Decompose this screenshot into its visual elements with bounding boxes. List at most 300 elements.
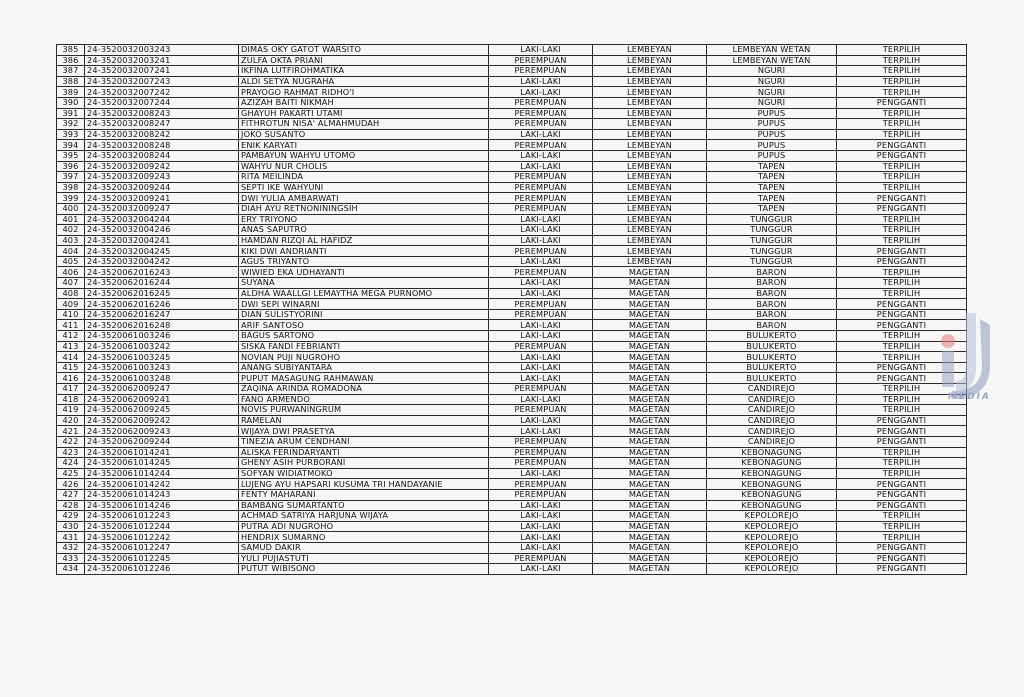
registration-id-cell: 24-3520062016246	[85, 299, 239, 310]
registration-id-cell: 24-3520062009241	[85, 394, 239, 405]
desa-cell: KEBONAGUNG	[707, 447, 837, 458]
kecamatan-cell: LEMBEYAN	[593, 76, 707, 87]
selection-status-cell: TERPILIH	[837, 394, 967, 405]
selection-status-cell: PENGGANTI	[837, 299, 967, 310]
desa-cell: CANDIREJO	[707, 405, 837, 416]
desa-cell: KEPOLOREJO	[707, 542, 837, 553]
kecamatan-cell: MAGETAN	[593, 320, 707, 331]
participant-name-cell: GHENY ASIH PURBORANI	[239, 458, 489, 469]
table-row	[57, 458, 967, 469]
row-number-cell: 401	[57, 214, 85, 225]
gender-cell: PEREMPUAN	[489, 479, 593, 490]
participant-name-cell: WIJAYA DWI PRASETYA	[239, 426, 489, 437]
kecamatan-cell: LEMBEYAN	[593, 150, 707, 161]
selection-status-cell: TERPILIH	[837, 214, 967, 225]
registration-id-cell: 24-3520062016244	[85, 278, 239, 289]
participant-name-cell: PUPUT MASAGUNG RAHMAWAN	[239, 373, 489, 384]
table-row	[57, 362, 967, 373]
kecamatan-cell: MAGETAN	[593, 362, 707, 373]
kecamatan-cell: LEMBEYAN	[593, 172, 707, 183]
row-number-cell: 425	[57, 468, 85, 479]
gender-cell: PEREMPUAN	[489, 172, 593, 183]
registration-id-cell: 24-3520032009241	[85, 193, 239, 204]
gender-cell: LAKI-LAKI	[489, 278, 593, 289]
table-row	[57, 500, 967, 511]
gender-cell: PEREMPUAN	[489, 140, 593, 151]
participant-name-cell: DIAN SULISTYORINI	[239, 309, 489, 320]
row-number-cell: 418	[57, 394, 85, 405]
row-number-cell: 399	[57, 193, 85, 204]
row-number-cell: 387	[57, 66, 85, 77]
row-number-cell: 430	[57, 521, 85, 532]
registration-id-cell: 24-3520061003248	[85, 373, 239, 384]
table-row	[57, 564, 967, 575]
table-row	[57, 87, 967, 98]
kecamatan-cell: MAGETAN	[593, 394, 707, 405]
row-number-cell: 396	[57, 161, 85, 172]
gender-cell: LAKI-LAKI	[489, 87, 593, 98]
kecamatan-cell: MAGETAN	[593, 468, 707, 479]
gender-cell: LAKI-LAKI	[489, 352, 593, 363]
table-row	[57, 119, 967, 130]
desa-cell: TUNGGUR	[707, 256, 837, 267]
kecamatan-cell: MAGETAN	[593, 267, 707, 278]
desa-cell: NGURI	[707, 97, 837, 108]
participant-name-cell: BAGUS SARTONO	[239, 331, 489, 342]
table-row	[57, 150, 967, 161]
table-row	[57, 172, 967, 183]
registration-id-cell: 24-3520061012244	[85, 521, 239, 532]
gender-cell: PEREMPUAN	[489, 267, 593, 278]
participant-name-cell: NOVIAN PUJI NUGROHO	[239, 352, 489, 363]
kecamatan-cell: MAGETAN	[593, 415, 707, 426]
table-row	[57, 405, 967, 416]
participant-name-cell: FITHROTUN NISA' ALMAHMUDAH	[239, 119, 489, 130]
row-number-cell: 413	[57, 341, 85, 352]
desa-cell: BARON	[707, 299, 837, 310]
table-row	[57, 521, 967, 532]
desa-cell: KEPOLOREJO	[707, 564, 837, 575]
participant-table	[56, 44, 967, 575]
registration-id-cell: 24-3520061014241	[85, 447, 239, 458]
gender-cell: LAKI-LAKI	[489, 76, 593, 87]
participant-name-cell: PRAYOGO RAHMAT RIDHO'I	[239, 87, 489, 98]
desa-cell: TAPEN	[707, 161, 837, 172]
kecamatan-cell: MAGETAN	[593, 500, 707, 511]
row-number-cell: 393	[57, 129, 85, 140]
row-number-cell: 415	[57, 362, 85, 373]
row-number-cell: 398	[57, 182, 85, 193]
gender-cell: PEREMPUAN	[489, 119, 593, 130]
row-number-cell: 385	[57, 45, 85, 56]
gender-cell: LAKI-LAKI	[489, 542, 593, 553]
kecamatan-cell: LEMBEYAN	[593, 225, 707, 236]
row-number-cell: 424	[57, 458, 85, 469]
row-number-cell: 434	[57, 564, 85, 575]
row-number-cell: 386	[57, 55, 85, 66]
gender-cell: LAKI-LAKI	[489, 214, 593, 225]
gender-cell: PEREMPUAN	[489, 193, 593, 204]
desa-cell: PUPUS	[707, 108, 837, 119]
gender-cell: LAKI-LAKI	[489, 373, 593, 384]
desa-cell: KEPOLOREJO	[707, 553, 837, 564]
table-row	[57, 246, 967, 257]
selection-status-cell: PENGGANTI	[837, 150, 967, 161]
selection-status-cell: PENGGANTI	[837, 489, 967, 500]
kecamatan-cell: MAGETAN	[593, 511, 707, 522]
kecamatan-cell: MAGETAN	[593, 309, 707, 320]
desa-cell: TAPEN	[707, 203, 837, 214]
desa-cell: BULUKERTO	[707, 373, 837, 384]
participant-name-cell: KIKI DWI ANDRIANTI	[239, 246, 489, 257]
registration-id-cell: 24-3520032009243	[85, 172, 239, 183]
registration-id-cell: 24-3520062016247	[85, 309, 239, 320]
gender-cell: LAKI-LAKI	[489, 256, 593, 267]
selection-status-cell: TERPILIH	[837, 331, 967, 342]
row-number-cell: 395	[57, 150, 85, 161]
kecamatan-cell: MAGETAN	[593, 405, 707, 416]
registration-id-cell: 24-3520032008244	[85, 150, 239, 161]
row-number-cell: 411	[57, 320, 85, 331]
desa-cell: BULUKERTO	[707, 331, 837, 342]
desa-cell: CANDIREJO	[707, 415, 837, 426]
registration-id-cell: 24-3520062009243	[85, 426, 239, 437]
kecamatan-cell: LEMBEYAN	[593, 55, 707, 66]
registration-id-cell: 24-3520032004244	[85, 214, 239, 225]
row-number-cell: 410	[57, 309, 85, 320]
registration-id-cell: 24-3520062009242	[85, 415, 239, 426]
table-row	[57, 309, 967, 320]
gender-cell: PEREMPUAN	[489, 108, 593, 119]
row-number-cell: 404	[57, 246, 85, 257]
gender-cell: LAKI-LAKI	[489, 532, 593, 543]
kecamatan-cell: LEMBEYAN	[593, 129, 707, 140]
row-number-cell: 390	[57, 97, 85, 108]
kecamatan-cell: LEMBEYAN	[593, 256, 707, 267]
row-number-cell: 403	[57, 235, 85, 246]
kecamatan-cell: LEMBEYAN	[593, 97, 707, 108]
selection-status-cell: PENGGANTI	[837, 256, 967, 267]
selection-status-cell: PENGGANTI	[837, 542, 967, 553]
desa-cell: BARON	[707, 267, 837, 278]
registration-id-cell: 24-3520032003241	[85, 55, 239, 66]
gender-cell: PEREMPUAN	[489, 436, 593, 447]
selection-status-cell: PENGGANTI	[837, 203, 967, 214]
table-row	[57, 447, 967, 458]
registration-id-cell: 24-3520032004245	[85, 246, 239, 257]
desa-cell: CANDIREJO	[707, 394, 837, 405]
participant-name-cell: AZIZAH BAITI NIKMAH	[239, 97, 489, 108]
row-number-cell: 417	[57, 384, 85, 395]
participant-name-cell: ZULFA OKTA PRIANI	[239, 55, 489, 66]
table-row	[57, 235, 967, 246]
selection-status-cell: TERPILIH	[837, 55, 967, 66]
kecamatan-cell: LEMBEYAN	[593, 45, 707, 56]
registration-id-cell: 24-3520032009242	[85, 161, 239, 172]
desa-cell: BARON	[707, 288, 837, 299]
desa-cell: KEPOLOREJO	[707, 532, 837, 543]
selection-status-cell: PENGGANTI	[837, 415, 967, 426]
desa-cell: BARON	[707, 309, 837, 320]
registration-id-cell: 24-3520061003242	[85, 341, 239, 352]
kecamatan-cell: MAGETAN	[593, 489, 707, 500]
selection-status-cell: TERPILIH	[837, 532, 967, 543]
table-row	[57, 352, 967, 363]
participant-name-cell: SEPTI IKE WAHYUNI	[239, 182, 489, 193]
participant-name-cell: WIWIED EKA UDHAYANTI	[239, 267, 489, 278]
table-row	[57, 436, 967, 447]
participant-name-cell: ERY TRIYONO	[239, 214, 489, 225]
selection-status-cell: PENGGANTI	[837, 553, 967, 564]
table-row	[57, 542, 967, 553]
kecamatan-cell: MAGETAN	[593, 458, 707, 469]
desa-cell: CANDIREJO	[707, 426, 837, 437]
selection-status-cell: TERPILIH	[837, 119, 967, 130]
registration-id-cell: 24-3520032008248	[85, 140, 239, 151]
selection-status-cell: TERPILIH	[837, 405, 967, 416]
selection-status-cell: PENGGANTI	[837, 140, 967, 151]
kecamatan-cell: LEMBEYAN	[593, 87, 707, 98]
kecamatan-cell: LEMBEYAN	[593, 119, 707, 130]
row-number-cell: 421	[57, 426, 85, 437]
desa-cell: TUNGGUR	[707, 214, 837, 225]
table-row	[57, 45, 967, 56]
row-number-cell: 400	[57, 203, 85, 214]
selection-status-cell: TERPILIH	[837, 76, 967, 87]
desa-cell: PUPUS	[707, 119, 837, 130]
selection-status-cell: TERPILIH	[837, 468, 967, 479]
selection-status-cell: TERPILIH	[837, 235, 967, 246]
desa-cell: KEBONAGUNG	[707, 500, 837, 511]
gender-cell: PEREMPUAN	[489, 341, 593, 352]
gender-cell: LAKI-LAKI	[489, 320, 593, 331]
table-row	[57, 373, 967, 384]
selection-status-cell: TERPILIH	[837, 66, 967, 77]
gender-cell: LAKI-LAKI	[489, 235, 593, 246]
table-row	[57, 426, 967, 437]
registration-id-cell: 24-3520032003243	[85, 45, 239, 56]
row-number-cell: 406	[57, 267, 85, 278]
kecamatan-cell: LEMBEYAN	[593, 66, 707, 77]
desa-cell: KEBONAGUNG	[707, 458, 837, 469]
gender-cell: LAKI-LAKI	[489, 511, 593, 522]
selection-status-cell: PENGGANTI	[837, 500, 967, 511]
desa-cell: NGURI	[707, 76, 837, 87]
table-row	[57, 256, 967, 267]
participant-name-cell: ALDI SETYA NUGRAHA	[239, 76, 489, 87]
participant-name-cell: PUTUT WIBISONO	[239, 564, 489, 575]
gender-cell: LAKI-LAKI	[489, 331, 593, 342]
table-row	[57, 182, 967, 193]
participant-name-cell: DIAH AYU RETNONININGSIH	[239, 203, 489, 214]
row-number-cell: 429	[57, 511, 85, 522]
desa-cell: TAPEN	[707, 193, 837, 204]
row-number-cell: 412	[57, 331, 85, 342]
participant-name-cell: HAMDAN RIZQI AL HAFIDZ	[239, 235, 489, 246]
selection-status-cell: TERPILIH	[837, 172, 967, 183]
row-number-cell: 389	[57, 87, 85, 98]
participant-name-cell: SUYANA	[239, 278, 489, 289]
kecamatan-cell: LEMBEYAN	[593, 235, 707, 246]
selection-status-cell: PENGGANTI	[837, 479, 967, 490]
gender-cell: LAKI-LAKI	[489, 500, 593, 511]
participant-name-cell: YULI PUJIASTUTI	[239, 553, 489, 564]
selection-status-cell: TERPILIH	[837, 87, 967, 98]
registration-id-cell: 24-3520061014245	[85, 458, 239, 469]
kecamatan-cell: MAGETAN	[593, 331, 707, 342]
row-number-cell: 408	[57, 288, 85, 299]
row-number-cell: 388	[57, 76, 85, 87]
gender-cell: LAKI-LAKI	[489, 129, 593, 140]
kecamatan-cell: MAGETAN	[593, 447, 707, 458]
registration-id-cell: 24-3520061014243	[85, 489, 239, 500]
participant-name-cell: DWI YULIA AMBARWATI	[239, 193, 489, 204]
registration-id-cell: 24-3520032007241	[85, 66, 239, 77]
row-number-cell: 423	[57, 447, 85, 458]
kecamatan-cell: MAGETAN	[593, 384, 707, 395]
participant-name-cell: ZAQINA ARINDA ROMADONA	[239, 384, 489, 395]
selection-status-cell: TERPILIH	[837, 352, 967, 363]
gender-cell: LAKI-LAKI	[489, 521, 593, 532]
gender-cell: PEREMPUAN	[489, 447, 593, 458]
registration-id-cell: 24-3520062016248	[85, 320, 239, 331]
participant-name-cell: PUTRA ADI NUGROHO	[239, 521, 489, 532]
row-number-cell: 407	[57, 278, 85, 289]
media-logo-watermark	[930, 305, 1000, 405]
table-row	[57, 66, 967, 77]
row-number-cell: 432	[57, 542, 85, 553]
desa-cell: LEMBEYAN WETAN	[707, 45, 837, 56]
row-number-cell: 392	[57, 119, 85, 130]
registration-id-cell: 24-3520061003246	[85, 331, 239, 342]
kecamatan-cell: MAGETAN	[593, 532, 707, 543]
kecamatan-cell: MAGETAN	[593, 341, 707, 352]
gender-cell: PEREMPUAN	[489, 309, 593, 320]
selection-status-cell: TERPILIH	[837, 129, 967, 140]
table-row	[57, 267, 967, 278]
table-row	[57, 129, 967, 140]
row-number-cell: 420	[57, 415, 85, 426]
participant-name-cell: SISKA FANDI FEBRIANTI	[239, 341, 489, 352]
kecamatan-cell: MAGETAN	[593, 521, 707, 532]
table-row	[57, 553, 967, 564]
registration-id-cell: 24-3520032004246	[85, 225, 239, 236]
desa-cell: BULUKERTO	[707, 362, 837, 373]
participant-name-cell: DWI SEPI WINARNI	[239, 299, 489, 310]
kecamatan-cell: MAGETAN	[593, 564, 707, 575]
registration-id-cell: 24-3520061003243	[85, 362, 239, 373]
desa-cell: BULUKERTO	[707, 341, 837, 352]
selection-status-cell: PENGGANTI	[837, 362, 967, 373]
selection-status-cell: PENGGANTI	[837, 426, 967, 437]
kecamatan-cell: LEMBEYAN	[593, 161, 707, 172]
participant-name-cell: SOFYAN WIDIATMOKO	[239, 468, 489, 479]
row-number-cell: 391	[57, 108, 85, 119]
gender-cell: PEREMPUAN	[489, 203, 593, 214]
kecamatan-cell: MAGETAN	[593, 426, 707, 437]
participant-name-cell: RITA MEILINDA	[239, 172, 489, 183]
registration-id-cell: 24-3520061014242	[85, 479, 239, 490]
desa-cell: PUPUS	[707, 129, 837, 140]
selection-status-cell: TERPILIH	[837, 341, 967, 352]
table-row	[57, 489, 967, 500]
desa-cell: KEPOLOREJO	[707, 511, 837, 522]
selection-status-cell: TERPILIH	[837, 108, 967, 119]
desa-cell: TAPEN	[707, 172, 837, 183]
row-number-cell: 426	[57, 479, 85, 490]
selection-status-cell: TERPILIH	[837, 288, 967, 299]
kecamatan-cell: LEMBEYAN	[593, 203, 707, 214]
selection-status-cell: TERPILIH	[837, 278, 967, 289]
desa-cell: LEMBEYAN WETAN	[707, 55, 837, 66]
selection-status-cell: PENGGANTI	[837, 373, 967, 384]
registration-id-cell: 24-3520061012245	[85, 553, 239, 564]
table-row	[57, 203, 967, 214]
gender-cell: LAKI-LAKI	[489, 394, 593, 405]
registration-id-cell: 24-3520032009247	[85, 203, 239, 214]
gender-cell: LAKI-LAKI	[489, 161, 593, 172]
selection-status-cell: TERPILIH	[837, 161, 967, 172]
desa-cell: BARON	[707, 278, 837, 289]
registration-id-cell: 24-3520032007242	[85, 87, 239, 98]
registration-id-cell: 24-3520062016243	[85, 267, 239, 278]
kecamatan-cell: LEMBEYAN	[593, 214, 707, 225]
kecamatan-cell: MAGETAN	[593, 436, 707, 447]
table-row	[57, 140, 967, 151]
gender-cell: PEREMPUAN	[489, 299, 593, 310]
participant-name-cell: ANAS SAPUTRO	[239, 225, 489, 236]
registration-id-cell: 24-3520062009247	[85, 384, 239, 395]
table-row	[57, 341, 967, 352]
gender-cell: PEREMPUAN	[489, 489, 593, 500]
kecamatan-cell: MAGETAN	[593, 479, 707, 490]
participant-name-cell: ALDHA WAALLGI LEMAYTHA MEGA PURNOMO	[239, 288, 489, 299]
desa-cell: KEBONAGUNG	[707, 489, 837, 500]
registration-id-cell: 24-3520032007243	[85, 76, 239, 87]
gender-cell: LAKI-LAKI	[489, 426, 593, 437]
participant-name-cell: ARIF SANTOSO	[239, 320, 489, 331]
kecamatan-cell: MAGETAN	[593, 288, 707, 299]
gender-cell: LAKI-LAKI	[489, 225, 593, 236]
kecamatan-cell: MAGETAN	[593, 278, 707, 289]
kecamatan-cell: MAGETAN	[593, 299, 707, 310]
desa-cell: TUNGGUR	[707, 225, 837, 236]
table-row	[57, 97, 967, 108]
table-row	[57, 161, 967, 172]
table-row	[57, 278, 967, 289]
kecamatan-cell: LEMBEYAN	[593, 246, 707, 257]
selection-status-cell: TERPILIH	[837, 447, 967, 458]
kecamatan-cell: LEMBEYAN	[593, 182, 707, 193]
participant-name-cell: GHAYUH PAKARTI UTAMI	[239, 108, 489, 119]
table-row	[57, 511, 967, 522]
participant-name-cell: AGUS TRIYANTO	[239, 256, 489, 267]
selection-status-cell: TERPILIH	[837, 182, 967, 193]
participant-name-cell: ENIK KARYATI	[239, 140, 489, 151]
participant-name-cell: LUJENG AYU HAPSARI KUSUMA TRI HANDAYANIE	[239, 479, 489, 490]
row-number-cell: 427	[57, 489, 85, 500]
desa-cell: PUPUS	[707, 150, 837, 161]
table-row	[57, 415, 967, 426]
registration-id-cell: 24-3520032004241	[85, 235, 239, 246]
table-body	[57, 45, 967, 575]
kecamatan-cell: MAGETAN	[593, 542, 707, 553]
kecamatan-cell: LEMBEYAN	[593, 193, 707, 204]
participant-name-cell: IKFINA LUTFIROHMATIKA	[239, 66, 489, 77]
registration-id-cell: 24-3520061012246	[85, 564, 239, 575]
row-number-cell: 414	[57, 352, 85, 363]
table-row	[57, 76, 967, 87]
